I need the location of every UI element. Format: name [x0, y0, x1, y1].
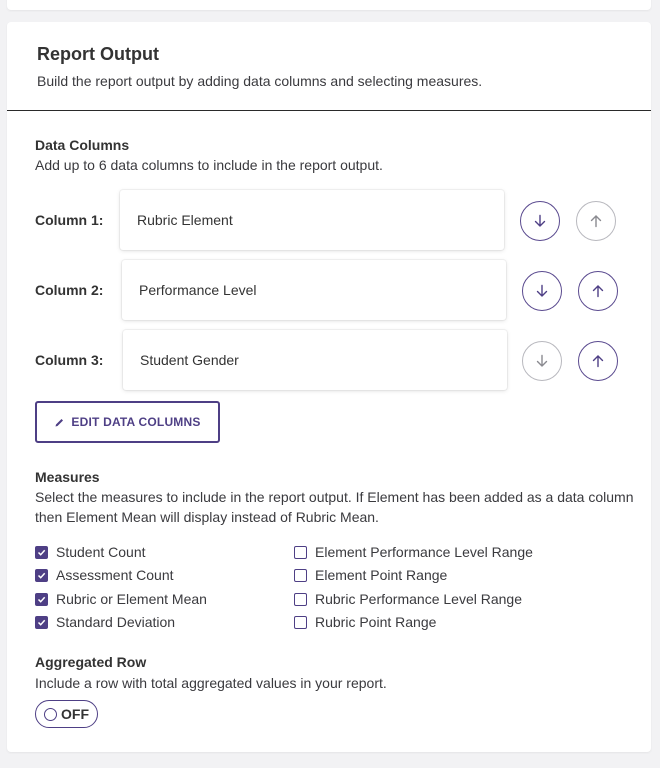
pencil-icon	[54, 417, 65, 428]
data-columns-title: Data Columns	[35, 137, 130, 153]
measure-element-performance-level-range[interactable]	[294, 544, 533, 560]
measure-label: Assessment Count	[56, 567, 174, 583]
edit-data-columns-button[interactable]	[35, 401, 220, 443]
arrow-up-icon	[589, 214, 603, 228]
aggregated-row-toggle[interactable]	[35, 700, 98, 728]
arrow-up-icon	[591, 284, 605, 298]
column-1-move-down-button[interactable]	[520, 201, 560, 241]
column-2-label: Column 2:	[35, 282, 104, 298]
arrow-down-icon	[535, 354, 549, 368]
checkbox-checked[interactable]	[35, 616, 48, 629]
measure-rubric-point-range[interactable]	[294, 614, 436, 630]
column-3-move-up-button[interactable]	[578, 341, 618, 381]
measure-label: Rubric Performance Level Range	[315, 591, 522, 607]
data-columns-description: Add up to 6 data columns to include in the report output.	[35, 157, 383, 173]
arrow-up-icon	[591, 354, 605, 368]
column-3-label: Column 3:	[35, 352, 104, 368]
toggle-label: OFF	[61, 706, 89, 722]
checkbox-unchecked[interactable]	[294, 569, 307, 582]
measure-rubric-or-element-mean[interactable]	[35, 591, 207, 607]
checkbox-unchecked[interactable]	[294, 616, 307, 629]
column-3-field[interactable]: Student Gender	[123, 330, 507, 390]
aggregated-row-description: Include a row with total aggregated values in your report.	[35, 675, 387, 691]
check-icon	[37, 571, 46, 580]
measure-label: Standard Deviation	[56, 614, 176, 630]
arrow-down-icon	[533, 214, 547, 228]
measure-label: Student Count	[56, 544, 146, 560]
check-icon	[37, 595, 46, 604]
column-1-label: Column 1:	[35, 212, 104, 228]
measure-student-count[interactable]	[35, 544, 146, 560]
edit-data-columns-label: EDIT DATA COLUMNS	[71, 415, 201, 429]
measures-title: Measures	[35, 469, 100, 485]
previous-card	[7, 0, 651, 10]
column-3-move-down-button[interactable]	[522, 341, 562, 381]
measure-label: Rubric Point Range	[315, 614, 437, 630]
aggregated-row-title: Aggregated Row	[35, 654, 147, 670]
toggle-knob	[44, 708, 57, 721]
column-1-field[interactable]: Rubric Element	[120, 190, 504, 250]
measures-description: Select the measures to include in the report output. If Element has been added as a data column then Element Mean will display instead of Rubric Mean.	[35, 489, 634, 525]
check-icon	[37, 548, 46, 557]
page-subtitle: Build the report output by adding data columns and selecting measures.	[37, 73, 483, 89]
section-divider	[7, 110, 651, 111]
column-1-move-up-button[interactable]	[576, 201, 616, 241]
checkbox-unchecked[interactable]	[294, 546, 307, 559]
checkbox-checked[interactable]	[35, 593, 48, 606]
checkbox-unchecked[interactable]	[294, 593, 307, 606]
page-title: Report Output	[37, 44, 159, 64]
column-2-move-up-button[interactable]	[578, 271, 618, 311]
measure-standard-deviation[interactable]	[35, 614, 175, 630]
checkbox-checked[interactable]	[35, 546, 48, 559]
measure-label: Element Performance Level Range	[315, 544, 533, 560]
checkbox-checked[interactable]	[35, 569, 48, 582]
column-2-move-down-button[interactable]	[522, 271, 562, 311]
column-2-field[interactable]: Performance Level	[122, 260, 506, 320]
arrow-down-icon	[535, 284, 549, 298]
measure-rubric-performance-level-range[interactable]	[294, 591, 522, 607]
measure-element-point-range[interactable]	[294, 567, 447, 583]
report-output-card	[7, 22, 651, 752]
measure-assessment-count[interactable]	[35, 567, 174, 583]
measure-label: Element Point Range	[315, 567, 448, 583]
measure-label: Rubric or Element Mean	[56, 591, 207, 607]
check-icon	[37, 618, 46, 627]
